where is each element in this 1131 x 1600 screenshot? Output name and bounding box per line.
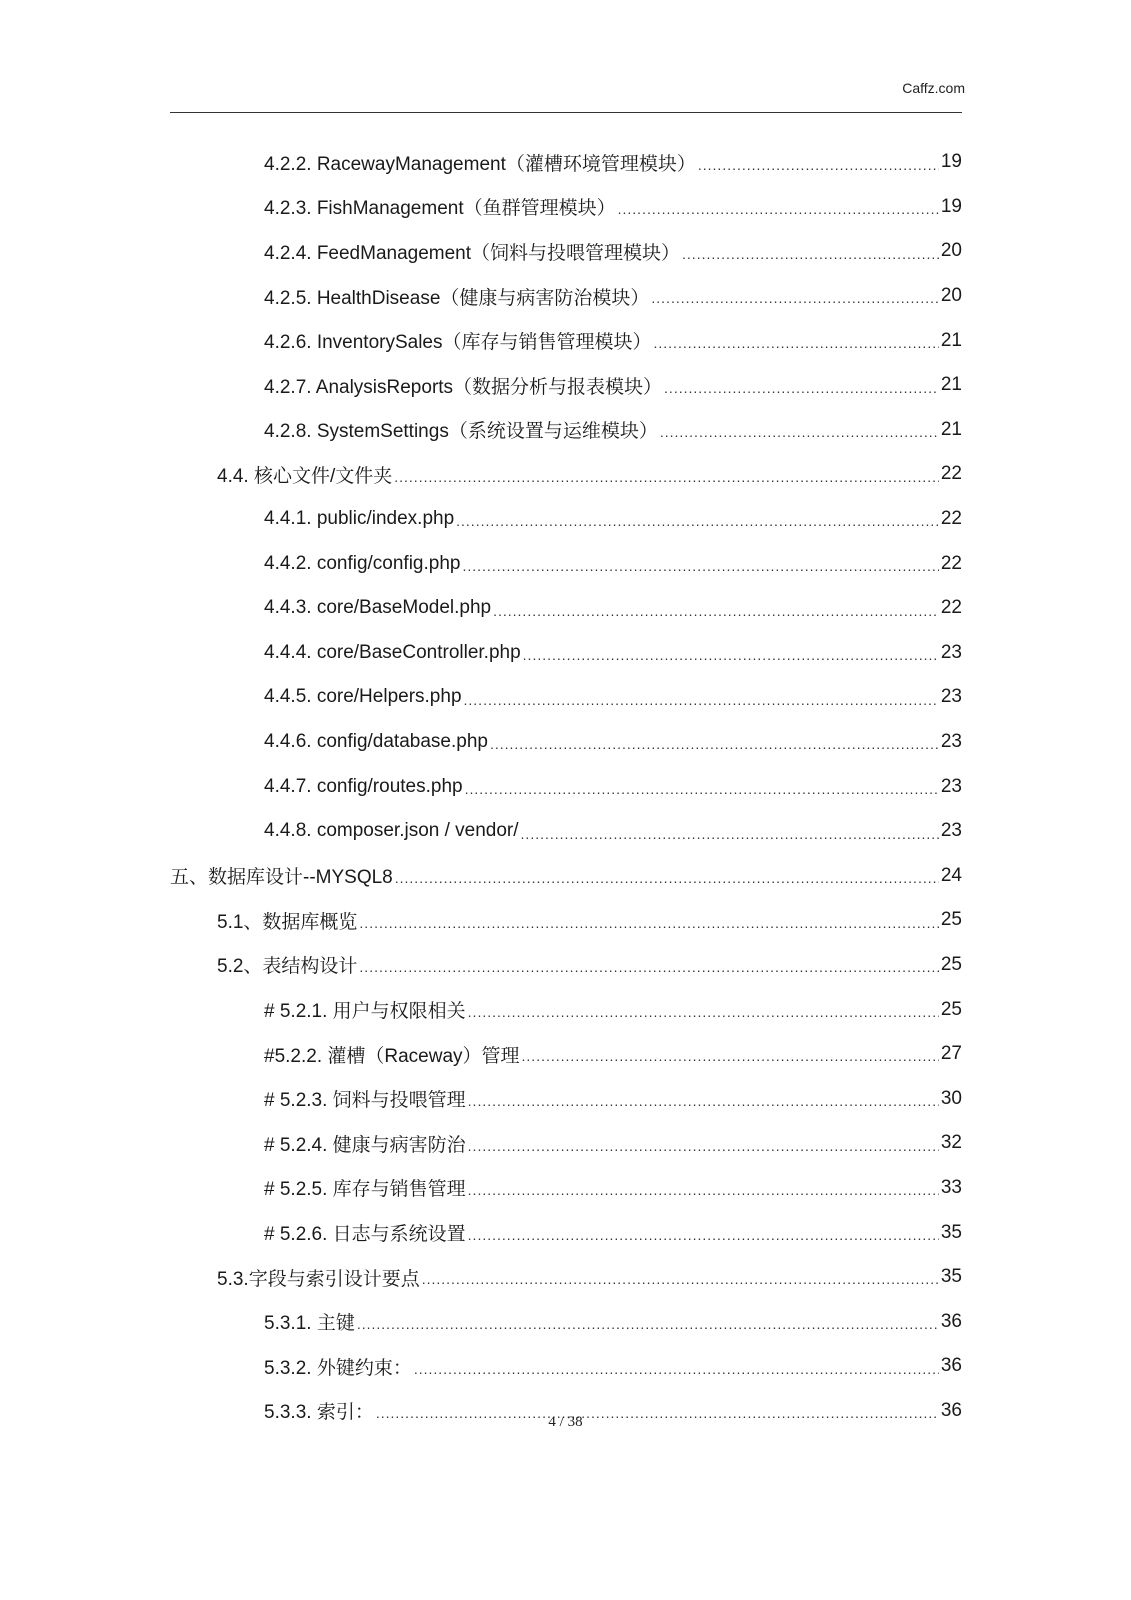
- toc-entry-label: 4.4.4. core/BaseController.php: [264, 641, 521, 663]
- toc-dot-leader: [522, 1048, 939, 1076]
- toc-entry-page: 25: [940, 998, 962, 1020]
- toc-entry-label: 4.4.6. config/database.php: [264, 731, 488, 753]
- toc-entry[interactable]: [170, 1166, 962, 1211]
- header-divider: [170, 112, 962, 113]
- toc-entry-page: 36: [940, 1399, 962, 1421]
- toc-entry-page: 36: [940, 1310, 962, 1332]
- toc-dot-leader: [456, 513, 939, 541]
- toc-entry[interactable]: [170, 229, 962, 274]
- toc-entry[interactable]: [170, 631, 962, 676]
- toc-entry[interactable]: [170, 854, 962, 899]
- table-of-contents: [170, 140, 962, 1433]
- toc-entry-page: 33: [940, 1176, 962, 1198]
- toc-entry[interactable]: [170, 1076, 962, 1121]
- toc-entry-page: 19: [940, 195, 962, 217]
- toc-entry-page: 22: [940, 552, 962, 574]
- toc-entry-page: 19: [940, 151, 962, 173]
- toc-entry[interactable]: [170, 185, 962, 230]
- toc-entry-label: 4.4.7. config/routes.php: [264, 775, 463, 797]
- toc-entry-label: # 5.2.3. 饲料与投喂管理: [264, 1090, 466, 1112]
- toc-entry-page: 23: [940, 775, 962, 797]
- toc-dot-leader: [468, 1004, 939, 1032]
- toc-dot-leader: [521, 826, 939, 854]
- toc-entry[interactable]: [170, 987, 962, 1032]
- toc-entry[interactable]: [170, 943, 962, 988]
- toc-entry-label: 5.3.3. 索引：: [264, 1402, 374, 1424]
- toc-dot-leader: [468, 1138, 939, 1166]
- toc-entry-page: 25: [940, 909, 962, 931]
- toc-entry-label: 五、数据库设计--MYSQL8: [170, 867, 393, 889]
- toc-entry[interactable]: [170, 809, 962, 854]
- toc-entry-page: 23: [940, 820, 962, 842]
- toc-entry-label: 4.2.7. AnalysisReports（数据分析与报表模块）: [264, 376, 663, 398]
- toc-entry-label: 4.2.3. FishManagement（鱼群管理模块）: [264, 198, 616, 220]
- toc-entry-page: 30: [940, 1087, 962, 1109]
- toc-dot-leader: [357, 1316, 939, 1344]
- toc-entry-label: 4.4.2. config/config.php: [264, 552, 461, 574]
- toc-entry-label: #5.2.2. 灌槽（Raceway）管理: [264, 1045, 520, 1067]
- toc-entry[interactable]: [170, 720, 962, 765]
- toc-entry-page: 20: [940, 285, 962, 307]
- toc-entry[interactable]: [170, 1210, 962, 1255]
- toc-entry[interactable]: [170, 1299, 962, 1344]
- toc-entry[interactable]: [170, 898, 962, 943]
- toc-dot-leader: [422, 1271, 939, 1299]
- toc-dot-leader: [468, 1093, 939, 1121]
- toc-entry[interactable]: [170, 318, 962, 363]
- toc-entry-label: # 5.2.1. 用户与权限相关: [264, 1001, 466, 1023]
- toc-entry-label: 5.2、表结构设计: [217, 956, 358, 978]
- toc-entry[interactable]: [170, 764, 962, 809]
- toc-entry[interactable]: [170, 497, 962, 542]
- toc-entry-label: # 5.2.5. 库存与销售管理: [264, 1179, 466, 1201]
- toc-entry-label: # 5.2.6. 日志与系统设置: [264, 1224, 466, 1246]
- toc-entry-label: 4.2.8. SystemSettings（系统设置与运维模块）: [264, 421, 658, 443]
- toc-entry-page: 22: [940, 508, 962, 530]
- toc-entry[interactable]: [170, 1032, 962, 1077]
- toc-entry-page: 21: [940, 374, 962, 396]
- toc-entry[interactable]: [170, 274, 962, 319]
- toc-entry-label: 5.3.字段与索引设计要点: [217, 1268, 420, 1290]
- toc-dot-leader: [464, 692, 939, 720]
- header-site-name: Caffz.com: [902, 80, 965, 96]
- toc-entry-label: # 5.2.4. 健康与病害防治: [264, 1134, 466, 1156]
- page-number: 4 / 38: [548, 1414, 583, 1430]
- toc-entry[interactable]: [170, 452, 962, 497]
- toc-entry-page: 23: [940, 731, 962, 753]
- toc-entry-label: 4.2.6. InventorySales（库存与销售管理模块）: [264, 332, 652, 354]
- toc-entry[interactable]: [170, 541, 962, 586]
- toc-entry[interactable]: [170, 1344, 962, 1389]
- toc-dot-leader: [414, 1361, 939, 1389]
- toc-dot-leader: [682, 246, 939, 274]
- toc-entry-page: 36: [940, 1355, 962, 1377]
- toc-entry-label: 4.2.4. FeedManagement（饲料与投喂管理模块）: [264, 242, 681, 264]
- toc-entry-page: 24: [940, 864, 962, 886]
- toc-dot-leader: [493, 603, 939, 631]
- toc-entry-label: 4.4.8. composer.json / vendor/: [264, 820, 519, 842]
- toc-entry-page: 35: [940, 1266, 962, 1288]
- toc-entry-page: 21: [940, 418, 962, 440]
- toc-dot-leader: [462, 558, 938, 586]
- toc-dot-leader: [698, 157, 939, 185]
- toc-entry[interactable]: [170, 140, 962, 185]
- toc-entry-page: 27: [940, 1043, 962, 1065]
- toc-entry-label: 4.4.5. core/Helpers.php: [264, 686, 462, 708]
- toc-entry-page: 22: [940, 597, 962, 619]
- toc-entry[interactable]: [170, 586, 962, 631]
- toc-entry-label: 5.1、数据库概览: [217, 911, 358, 933]
- toc-entry-page: 25: [940, 953, 962, 975]
- toc-dot-leader: [394, 469, 939, 497]
- toc-entry-label: 4.4.1. public/index.php: [264, 508, 455, 530]
- toc-dot-leader: [523, 647, 939, 675]
- toc-entry-page: 20: [940, 240, 962, 262]
- toc-entry-page: 22: [940, 463, 962, 485]
- toc-dot-leader: [395, 870, 939, 898]
- toc-entry-label: 4.2.2. RacewayManagement（灌槽环境管理模块）: [264, 153, 696, 175]
- toc-dot-leader: [359, 915, 938, 943]
- toc-entry[interactable]: [170, 1121, 962, 1166]
- toc-dot-leader: [359, 959, 938, 987]
- toc-dot-leader: [468, 1182, 939, 1210]
- toc-entry-label: 4.4. 核心文件/文件夹: [217, 465, 393, 487]
- toc-dot-leader: [654, 335, 939, 363]
- toc-dot-leader: [664, 380, 939, 408]
- toc-dot-leader: [651, 290, 938, 318]
- toc-dot-leader: [618, 201, 939, 229]
- toc-dot-leader: [465, 781, 939, 809]
- toc-entry-page: 23: [940, 686, 962, 708]
- toc-entry-page: 21: [940, 329, 962, 351]
- toc-entry-label: 4.4.3. core/BaseModel.php: [264, 597, 492, 619]
- toc-dot-leader: [490, 736, 939, 764]
- toc-entry-label: 5.3.2. 外键约束：: [264, 1357, 412, 1379]
- toc-entry-page: 35: [940, 1221, 962, 1243]
- toc-entry[interactable]: [170, 408, 962, 453]
- toc-entry[interactable]: [170, 1255, 962, 1300]
- toc-entry-page: 32: [940, 1132, 962, 1154]
- toc-entry-label: 5.3.1. 主键: [264, 1313, 355, 1335]
- toc-entry-label: 4.2.5. HealthDisease（健康与病害防治模块）: [264, 287, 650, 309]
- toc-entry[interactable]: [170, 363, 962, 408]
- toc-entry-page: 23: [940, 641, 962, 663]
- toc-dot-leader: [660, 424, 939, 452]
- toc-entry[interactable]: [170, 675, 962, 720]
- toc-dot-leader: [468, 1227, 939, 1255]
